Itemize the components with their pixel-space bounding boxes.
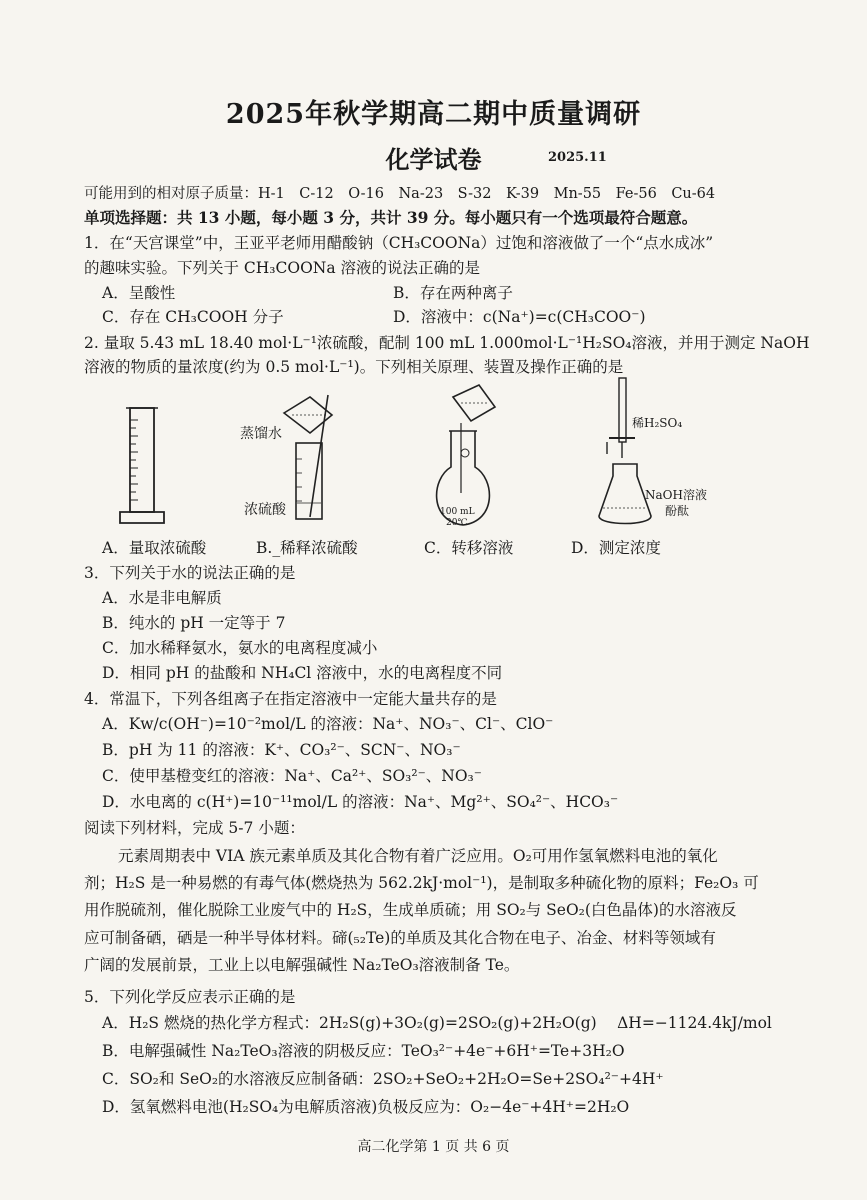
q3-option-c: C．加水稀释氨水，氨水的电离程度减小 <box>102 639 378 657</box>
q1-stem-line2: 的趣味实验。下列关于 CH₃COONa 溶液的说法正确的是 <box>84 259 481 277</box>
q4-option-c: C．使甲基橙变红的溶液：Na⁺、Ca²⁺、SO₃²⁻、NO₃⁻ <box>102 767 482 785</box>
label-phenolphthalein: 酚酞 <box>665 504 690 518</box>
section-title: 单项选择题：共 13 小题，每小题 3 分，共计 39 分。每小题只有一个选项最符合题意。 <box>84 208 698 227</box>
label-conc-acid: 浓硫酸 <box>244 502 286 518</box>
q5-option-c: C．SO₂和 SeO₂的水溶液反应制备硒：2SO₂+SeO₂+2H₂O=Se+2SO₄²⁻+4H⁺ <box>102 1070 664 1088</box>
q4-option-a: A．Kw/c(OH⁻)=10⁻²mol/L 的溶液：Na⁺、NO₃⁻、Cl⁻、ClO⁻ <box>102 715 554 733</box>
q5-stem: 5．下列化学反应表示正确的是 <box>84 988 296 1006</box>
q3-stem: 3．下列关于水的说法正确的是 <box>84 564 296 582</box>
q1-option-d: D．溶液中：c(Na⁺)=c(CH₃COO⁻) <box>393 308 646 326</box>
q2-option-b: B._稀释浓硫酸 <box>256 539 358 557</box>
q2-stem-line1: 2. 量取 5.43 mL 18.40 mol·L⁻¹浓硫酸，配制 100 mL 1.000mol·L⁻¹H₂SO₄溶液，并用于测定 NaOH <box>84 334 810 352</box>
q4-stem: 4．常温下，下列各组离子在指定溶液中一定能大量共存的是 <box>84 690 497 708</box>
reading-paragraph-line2: 剂；H₂S 是一种易燃的有毒气体(燃烧热为 562.2kJ·mol⁻¹)，是制取多种硫化物的原料；Fe₂O₃ 可 <box>84 874 759 892</box>
atomic-masses: 可能用到的相对原子质量：H-1 C-12 O-16 Na-23 S-32 K-39 Mn-55 Fe-56 Cu-64 <box>84 186 716 202</box>
q1-option-a: A．呈酸性 <box>102 284 176 302</box>
q2-option-c: C．转移溶液 <box>424 539 514 557</box>
q3-option-d: D．相同 pH 的盐酸和 NH₄Cl 溶液中，水的电离程度不同 <box>102 664 503 682</box>
label-flask-volume: 100 mL <box>440 507 475 517</box>
reading-paragraph-line1: 元素周期表中 VIA 族元素单质及其化合物有着广泛应用。O₂可用作氢氧燃料电池的氧化 <box>118 847 718 865</box>
q4-option-d: D．水电离的 c(H⁺)=10⁻¹¹mol/L 的溶液：Na⁺、Mg²⁺、SO₄²⁻、HCO₃⁻ <box>102 793 619 811</box>
reading-paragraph-line3: 用作脱硫剂，催化脱除工业废气中的 H₂S，生成单质硫；用 SO₂与 SeO₂(白色晶体)的水溶液反 <box>84 901 737 919</box>
graduated-cylinder-figure <box>112 405 172 530</box>
q2-stem-line2: 溶液的物质的量浓度(约为 0.5 mol·L⁻¹)。下列相关原理、装置及操作正确的是 <box>84 358 624 376</box>
q1-option-c: C．存在 CH₃COOH 分子 <box>102 308 284 326</box>
page-footer: 高二化学第 1 页 共 6 页 <box>357 1139 510 1155</box>
exam-subtitle <box>0 140 867 175</box>
reading-intro: 阅读下列材料，完成 5-7 小题： <box>84 819 305 837</box>
q3-option-b: B．纯水的 pH 一定等于 7 <box>102 614 286 632</box>
q5-option-b: B．电解强碱性 Na₂TeO₃溶液的阴极反应：TeO₃²⁻+4e⁻+6H⁺=Te+3H₂O <box>102 1042 625 1060</box>
subject-title: 化学试卷 <box>385 145 482 174</box>
exam-date: 2025.11 <box>548 150 607 165</box>
q1-option-b: B．存在两种离子 <box>393 284 513 302</box>
label-flask-temp: 20℃ <box>446 518 468 528</box>
q5-option-a: A．H₂S 燃烧的热化学方程式：2H₂S(g)+3O₂(g)=2SO₂(g)+2H₂O(g) ΔH=−1124.4kJ/mol <box>102 1014 772 1032</box>
q3-option-a: A．水是非电解质 <box>102 589 222 607</box>
label-naoh-solution: NaOH溶液 <box>645 488 707 502</box>
exam-title: 2025年秋学期高二期中质量调研 <box>225 99 642 130</box>
q5-option-d: D．氢氧燃料电池(H₂SO₄为电解质溶液)负极反应为：O₂−4e⁻+4H⁺=2H₂O <box>102 1098 630 1116</box>
q4-option-b: B．pH 为 11 的溶液：K⁺、CO₃²⁻、SCN⁻、NO₃⁻ <box>102 741 461 759</box>
q2-option-a: A．量取浓硫酸 <box>102 539 207 557</box>
q2-option-d: D．测定浓度 <box>571 539 661 557</box>
q1-stem-line1: 1．在“天宫课堂”中，王亚平老师用醋酸钠（CH₃COONa）过饱和溶液做了一个“点水成冰” <box>84 234 714 252</box>
reading-paragraph-line4: 应可制备硒，硒是一种半导体材料。碲(₅₂Te)的单质及其化合物在电子、冶金、材料等领域有 <box>84 929 716 947</box>
label-dilute-acid: 稀H₂SO₄ <box>632 416 683 430</box>
reading-paragraph-line5: 广阔的发展前景，工业上以电解强碱性 Na₂TeO₃溶液制备 Te。 <box>84 956 520 974</box>
label-distilled-water: 蒸馏水 <box>240 426 282 442</box>
